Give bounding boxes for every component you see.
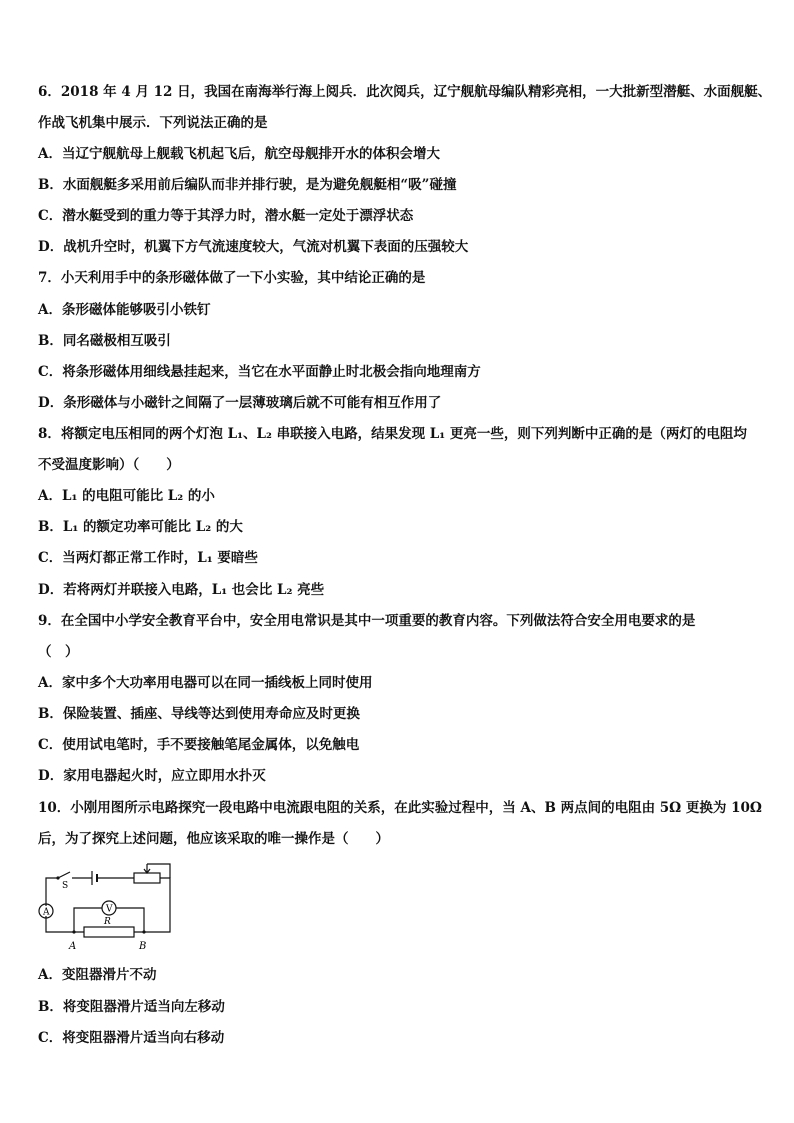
q8-option-c: C．当两灯都正常工作时，L₁ 要暗些 [38, 550, 258, 566]
point-b-label: B [139, 941, 147, 952]
q8-option-a: A．L₁ 的电阻可能比 L₂ 的小 [38, 488, 215, 504]
q7-option-b: B．同名磁极相互吸引 [38, 333, 171, 349]
q8-stem-line2: 不受温度影响）（ ） [38, 457, 180, 473]
resistor-label: R [104, 917, 111, 927]
q10-option-a: A．变阻器滑片不动 [38, 967, 157, 983]
q8-option-b: B．L₁ 的额定功率可能比 L₂ 的大 [38, 519, 243, 535]
voltmeter-label: V [106, 904, 113, 915]
q6-stem-line1: 6．2018 年 4 月 12 日，我国在南海举行海上阅兵．此次阅兵，辽宁舰航母编队精彩亮相，一大批新型潜艇、水面舰艇、 [38, 84, 772, 100]
switch-blade [58, 872, 70, 878]
switch-pivot [56, 876, 59, 879]
junction-a [72, 930, 75, 933]
rheostat-slider-wire [147, 864, 170, 878]
point-a-label: A [69, 941, 77, 952]
switch-label: S [62, 881, 69, 891]
q10-stem-line1: 10．小刚用图所示电路探究一段电路中电流跟电阻的关系，在此实验过程中，当 A、B 两点间的电阻由 5Ω 更换为 10Ω [38, 800, 762, 816]
q10-stem-line2: 后，为了探究上述问题，他应该采取的唯一操作是（ ） [38, 831, 389, 847]
q8-stem-line1: 8．将额定电压相同的两个灯泡 L₁、L₂ 串联接入电路，结果发现 L₁ 更亮一些，则下列判断中正确的是（两灯的电阻均 [38, 426, 747, 442]
rheostat-body [134, 873, 160, 883]
q7-option-a: A．条形磁体能够吸引小铁钉 [38, 302, 211, 318]
q6-option-d: D．战机升空时，机翼下方气流速度较大，气流对机翼下表面的压强较大 [38, 239, 469, 255]
q8-option-d: D．若将两灯并联接入电路，L₁ 也会比 L₂ 亮些 [38, 582, 325, 598]
voltmeter-wire-right [116, 908, 144, 932]
q9-option-d: D．家用电器起火时，应立即用水扑灭 [38, 768, 266, 784]
q6-option-b: B．水面舰艇多采用前后编队而非并排行驶，是为避免舰艇相“吸”碰撞 [38, 177, 457, 193]
q6-stem-line2: 作战飞机集中展示．下列说法正确的是 [38, 115, 268, 131]
q7-option-c: C．将条形磁体用细线悬挂起来，当它在水平面静止时北极会指向地理南方 [38, 364, 481, 380]
wire-bottom-left [46, 916, 84, 932]
voltmeter-wire-left [74, 908, 102, 932]
q9-stem-line2: （ ） [38, 644, 79, 660]
q9-option-a: A．家中多个大功率用电器可以在同一插线板上同时使用 [38, 675, 373, 691]
q6-option-a: A．当辽宁舰航母上舰载飞机起飞后，航空母舰排开水的体积会增大 [38, 146, 440, 162]
circuit-diagram [36, 862, 186, 956]
q9-stem-line1: 9．在全国中小学安全教育平台中，安全用电常识是其中一项重要的教育内容。下列做法符合安全用电要求的是 [38, 613, 696, 629]
wire-right-side [134, 878, 170, 932]
wire-top-left [46, 878, 58, 906]
ammeter-label: A [43, 907, 50, 918]
q9-option-c: C．使用试电笔时，手不要接触笔尾金属体，以免触电 [38, 737, 360, 753]
junction-b [142, 930, 145, 933]
q7-stem-line1: 7．小天利用手中的条形磁体做了一下小实验，其中结论正确的是 [38, 270, 426, 286]
resistor-body [84, 927, 134, 937]
q10-option-b: B．将变阻器滑片适当向左移动 [38, 999, 225, 1015]
q7-option-d: D．条形磁体与小磁针之间隔了一层薄玻璃后就不可能有相互作用了 [38, 395, 442, 411]
q10-option-c: C．将变阻器滑片适当向右移动 [38, 1030, 225, 1046]
q6-option-c: C．潜水艇受到的重力等于其浮力时，潜水艇一定处于漂浮状态 [38, 208, 414, 224]
q9-option-b: B．保险装置、插座、导线等达到使用寿命应及时更换 [38, 706, 360, 722]
